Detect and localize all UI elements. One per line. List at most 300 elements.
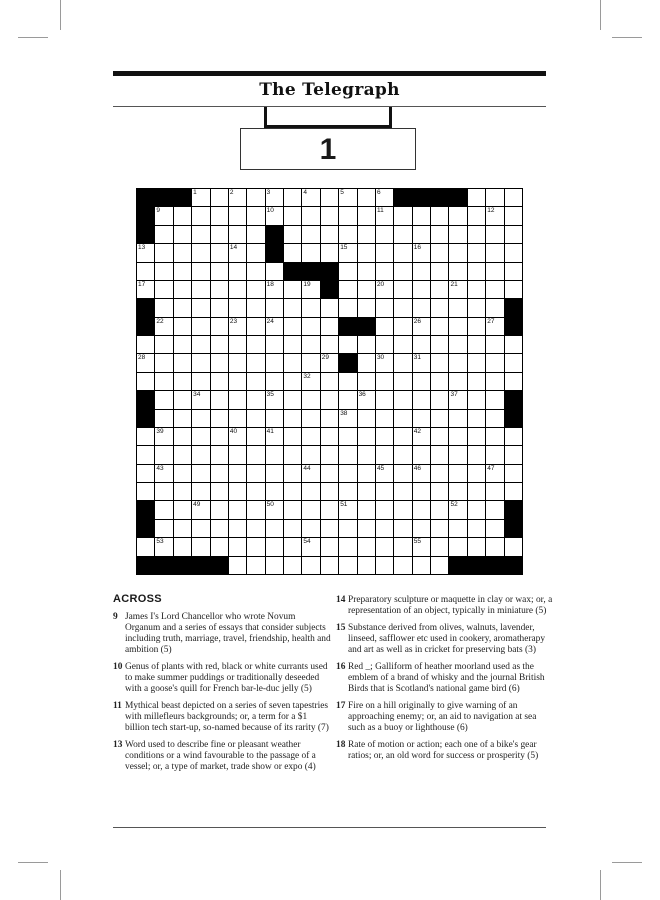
grid-cell[interactable] [247,446,264,463]
grid-cell[interactable] [376,189,393,206]
grid-cell[interactable] [358,244,375,261]
grid-cell[interactable] [266,557,283,574]
grid-cell[interactable] [505,373,522,390]
grid-cell[interactable] [137,465,154,482]
grid-cell[interactable] [284,318,301,335]
grid-cell[interactable] [449,207,466,224]
grid-cell[interactable] [284,354,301,371]
grid-cell[interactable] [505,465,522,482]
grid-cell[interactable] [486,446,503,463]
grid-cell[interactable] [247,299,264,316]
grid-cell[interactable] [302,501,319,518]
grid-cell[interactable] [155,318,172,335]
grid-cell[interactable] [192,299,209,316]
grid-cell[interactable] [394,354,411,371]
grid-cell[interactable] [431,354,448,371]
grid-cell[interactable] [394,557,411,574]
grid-cell[interactable] [211,189,228,206]
grid-cell[interactable] [302,336,319,353]
grid-cell[interactable] [174,318,191,335]
grid-cell[interactable] [413,299,430,316]
grid-cell[interactable] [486,336,503,353]
grid-cell[interactable] [211,428,228,445]
grid-cell[interactable] [174,336,191,353]
grid-cell[interactable] [321,465,338,482]
grid-cell[interactable] [137,373,154,390]
grid-cell[interactable] [431,299,448,316]
grid-cell[interactable] [155,428,172,445]
grid-cell[interactable] [229,428,246,445]
grid-cell[interactable] [266,483,283,500]
grid-cell[interactable] [211,483,228,500]
grid-cell[interactable] [468,281,485,298]
grid-cell[interactable] [505,281,522,298]
grid-cell[interactable] [174,226,191,243]
grid-cell[interactable] [376,520,393,537]
grid-cell[interactable] [431,263,448,280]
grid-cell[interactable] [321,557,338,574]
grid-cell[interactable] [321,428,338,445]
grid-cell[interactable] [229,226,246,243]
grid-cell[interactable] [247,244,264,261]
grid-cell[interactable] [211,244,228,261]
grid-cell[interactable] [431,226,448,243]
grid-cell[interactable] [486,538,503,555]
grid-cell[interactable] [358,483,375,500]
grid-cell[interactable] [339,244,356,261]
grid-cell[interactable] [192,446,209,463]
grid-cell[interactable] [449,336,466,353]
grid-cell[interactable] [358,428,375,445]
grid-cell[interactable] [505,207,522,224]
grid-cell[interactable] [321,373,338,390]
grid-cell[interactable] [394,207,411,224]
grid-cell[interactable] [431,483,448,500]
grid-cell[interactable] [468,318,485,335]
grid-cell[interactable] [155,207,172,224]
grid-cell[interactable] [155,391,172,408]
grid-cell[interactable] [247,428,264,445]
grid-cell[interactable] [229,373,246,390]
grid-cell[interactable] [174,501,191,518]
grid-cell[interactable] [339,446,356,463]
grid-cell[interactable] [358,189,375,206]
grid-cell[interactable] [284,465,301,482]
grid-cell[interactable] [413,446,430,463]
grid-cell[interactable] [431,465,448,482]
grid-cell[interactable] [137,538,154,555]
grid-cell[interactable] [284,207,301,224]
grid-cell[interactable] [431,410,448,427]
grid-cell[interactable] [394,391,411,408]
grid-cell[interactable] [155,354,172,371]
grid-cell[interactable] [321,501,338,518]
grid-cell[interactable] [339,391,356,408]
grid-cell[interactable] [376,428,393,445]
grid-cell[interactable] [394,318,411,335]
grid-cell[interactable] [339,226,356,243]
grid-cell[interactable] [247,373,264,390]
grid-cell[interactable] [211,336,228,353]
grid-cell[interactable] [468,483,485,500]
grid-cell[interactable] [486,207,503,224]
grid-cell[interactable] [486,263,503,280]
grid-cell[interactable] [229,281,246,298]
grid-cell[interactable] [339,465,356,482]
grid-cell[interactable] [505,336,522,353]
grid-cell[interactable] [266,263,283,280]
grid-cell[interactable] [155,465,172,482]
grid-cell[interactable] [358,263,375,280]
grid-cell[interactable] [449,263,466,280]
grid-cell[interactable] [247,226,264,243]
grid-cell[interactable] [284,336,301,353]
grid-cell[interactable] [192,520,209,537]
grid-cell[interactable] [321,520,338,537]
grid-cell[interactable] [284,299,301,316]
grid-cell[interactable] [302,354,319,371]
grid-cell[interactable] [358,520,375,537]
grid-cell[interactable] [339,207,356,224]
grid-cell[interactable] [192,410,209,427]
grid-cell[interactable] [211,354,228,371]
grid-cell[interactable] [376,410,393,427]
grid-cell[interactable] [247,189,264,206]
grid-cell[interactable] [394,446,411,463]
grid-cell[interactable] [321,207,338,224]
grid-cell[interactable] [266,465,283,482]
grid-cell[interactable] [413,391,430,408]
grid-cell[interactable] [174,281,191,298]
grid-cell[interactable] [394,373,411,390]
grid-cell[interactable] [302,391,319,408]
grid-cell[interactable] [174,263,191,280]
grid-cell[interactable] [449,483,466,500]
grid-cell[interactable] [266,281,283,298]
grid-cell[interactable] [339,189,356,206]
grid-cell[interactable] [413,501,430,518]
grid-cell[interactable] [229,336,246,353]
grid-cell[interactable] [431,557,448,574]
grid-cell[interactable] [247,281,264,298]
grid-cell[interactable] [211,520,228,537]
grid-cell[interactable] [468,263,485,280]
grid-cell[interactable] [155,263,172,280]
grid-cell[interactable] [229,189,246,206]
grid-cell[interactable] [192,207,209,224]
grid-cell[interactable] [394,281,411,298]
grid-cell[interactable] [505,189,522,206]
grid-cell[interactable] [302,373,319,390]
grid-cell[interactable] [358,281,375,298]
grid-cell[interactable] [431,391,448,408]
grid-cell[interactable] [137,446,154,463]
grid-cell[interactable] [155,538,172,555]
grid-cell[interactable] [413,538,430,555]
grid-cell[interactable] [505,263,522,280]
grid-cell[interactable] [339,299,356,316]
grid-cell[interactable] [376,446,393,463]
grid-cell[interactable] [468,336,485,353]
grid-cell[interactable] [284,428,301,445]
grid-cell[interactable] [174,207,191,224]
grid-cell[interactable] [394,410,411,427]
grid-cell[interactable] [358,465,375,482]
grid-cell[interactable] [376,538,393,555]
grid-cell[interactable] [211,207,228,224]
grid-cell[interactable] [413,207,430,224]
grid-cell[interactable] [394,336,411,353]
grid-cell[interactable] [266,207,283,224]
grid-cell[interactable] [376,281,393,298]
grid-cell[interactable] [413,557,430,574]
grid-cell[interactable] [302,244,319,261]
grid-cell[interactable] [247,354,264,371]
grid-cell[interactable] [302,465,319,482]
grid-cell[interactable] [192,226,209,243]
grid-cell[interactable] [302,226,319,243]
grid-cell[interactable] [394,483,411,500]
grid-cell[interactable] [413,263,430,280]
grid-cell[interactable] [321,391,338,408]
grid-cell[interactable] [284,501,301,518]
grid-cell[interactable] [321,299,338,316]
grid-cell[interactable] [358,410,375,427]
grid-cell[interactable] [284,189,301,206]
grid-cell[interactable] [321,410,338,427]
grid-cell[interactable] [155,299,172,316]
grid-cell[interactable] [376,373,393,390]
grid-cell[interactable] [449,318,466,335]
grid-cell[interactable] [339,373,356,390]
grid-cell[interactable] [192,501,209,518]
grid-cell[interactable] [486,465,503,482]
grid-cell[interactable] [174,446,191,463]
grid-cell[interactable] [266,520,283,537]
grid-cell[interactable] [431,501,448,518]
grid-cell[interactable] [192,391,209,408]
grid-cell[interactable] [413,373,430,390]
grid-cell[interactable] [284,538,301,555]
grid-cell[interactable] [486,391,503,408]
grid-cell[interactable] [247,483,264,500]
grid-cell[interactable] [413,336,430,353]
grid-cell[interactable] [266,299,283,316]
grid-cell[interactable] [229,354,246,371]
grid-cell[interactable] [192,428,209,445]
grid-cell[interactable] [486,354,503,371]
grid-cell[interactable] [505,483,522,500]
grid-cell[interactable] [358,207,375,224]
grid-cell[interactable] [174,299,191,316]
grid-cell[interactable] [339,410,356,427]
grid-cell[interactable] [229,391,246,408]
grid-cell[interactable] [229,465,246,482]
grid-cell[interactable] [211,410,228,427]
grid-cell[interactable] [431,281,448,298]
grid-cell[interactable] [449,428,466,445]
grid-cell[interactable] [394,520,411,537]
grid-cell[interactable] [505,226,522,243]
grid-cell[interactable] [413,465,430,482]
grid-cell[interactable] [358,501,375,518]
grid-cell[interactable] [449,520,466,537]
grid-cell[interactable] [321,483,338,500]
grid-cell[interactable] [468,465,485,482]
grid-cell[interactable] [376,244,393,261]
grid-cell[interactable] [486,373,503,390]
grid-cell[interactable] [413,226,430,243]
grid-cell[interactable] [339,501,356,518]
grid-cell[interactable] [468,299,485,316]
grid-cell[interactable] [431,336,448,353]
grid-cell[interactable] [468,538,485,555]
grid-cell[interactable] [266,391,283,408]
grid-cell[interactable] [376,557,393,574]
grid-cell[interactable] [431,428,448,445]
grid-cell[interactable] [376,207,393,224]
grid-cell[interactable] [376,263,393,280]
grid-cell[interactable] [211,373,228,390]
grid-cell[interactable] [247,557,264,574]
grid-cell[interactable] [486,318,503,335]
grid-cell[interactable] [155,226,172,243]
grid-cell[interactable] [266,410,283,427]
grid-cell[interactable] [229,410,246,427]
grid-cell[interactable] [155,410,172,427]
grid-cell[interactable] [468,391,485,408]
grid-cell[interactable] [321,336,338,353]
grid-cell[interactable] [376,299,393,316]
grid-cell[interactable] [247,538,264,555]
grid-cell[interactable] [284,244,301,261]
grid-cell[interactable] [192,483,209,500]
grid-cell[interactable] [137,354,154,371]
grid-cell[interactable] [394,263,411,280]
grid-cell[interactable] [321,318,338,335]
grid-cell[interactable] [339,336,356,353]
grid-cell[interactable] [358,299,375,316]
grid-cell[interactable] [449,299,466,316]
grid-cell[interactable] [431,207,448,224]
grid-cell[interactable] [302,207,319,224]
grid-cell[interactable] [284,281,301,298]
grid-cell[interactable] [211,446,228,463]
grid-cell[interactable] [229,318,246,335]
grid-cell[interactable] [155,244,172,261]
grid-cell[interactable] [394,465,411,482]
grid-cell[interactable] [266,354,283,371]
grid-cell[interactable] [394,299,411,316]
grid-cell[interactable] [192,465,209,482]
grid-cell[interactable] [505,428,522,445]
grid-cell[interactable] [284,373,301,390]
grid-cell[interactable] [376,501,393,518]
grid-cell[interactable] [174,354,191,371]
grid-cell[interactable] [302,299,319,316]
grid-cell[interactable] [339,520,356,537]
grid-cell[interactable] [247,207,264,224]
grid-cell[interactable] [449,226,466,243]
grid-cell[interactable] [155,373,172,390]
crossword-grid[interactable] [136,188,523,575]
grid-cell[interactable] [468,226,485,243]
grid-cell[interactable] [284,446,301,463]
grid-cell[interactable] [247,391,264,408]
grid-cell[interactable] [192,263,209,280]
grid-cell[interactable] [211,263,228,280]
grid-cell[interactable] [339,428,356,445]
grid-cell[interactable] [284,391,301,408]
grid-cell[interactable] [468,428,485,445]
grid-cell[interactable] [486,428,503,445]
grid-cell[interactable] [376,318,393,335]
grid-cell[interactable] [266,336,283,353]
grid-cell[interactable] [229,299,246,316]
grid-cell[interactable] [505,538,522,555]
grid-cell[interactable] [321,446,338,463]
grid-cell[interactable] [247,318,264,335]
grid-cell[interactable] [192,354,209,371]
grid-cell[interactable] [339,483,356,500]
grid-cell[interactable] [413,428,430,445]
grid-cell[interactable] [431,373,448,390]
grid-cell[interactable] [192,244,209,261]
grid-cell[interactable] [211,501,228,518]
grid-cell[interactable] [266,538,283,555]
grid-cell[interactable] [174,410,191,427]
grid-cell[interactable] [302,318,319,335]
grid-cell[interactable] [284,226,301,243]
grid-cell[interactable] [505,446,522,463]
grid-cell[interactable] [449,354,466,371]
grid-cell[interactable] [486,520,503,537]
grid-cell[interactable] [431,520,448,537]
grid-cell[interactable] [431,446,448,463]
grid-cell[interactable] [449,446,466,463]
grid-cell[interactable] [413,354,430,371]
grid-cell[interactable] [302,189,319,206]
grid-cell[interactable] [358,373,375,390]
grid-cell[interactable] [376,465,393,482]
grid-cell[interactable] [358,391,375,408]
grid-cell[interactable] [339,263,356,280]
grid-cell[interactable] [284,557,301,574]
grid-cell[interactable] [468,354,485,371]
grid-cell[interactable] [302,557,319,574]
grid-cell[interactable] [321,354,338,371]
grid-cell[interactable] [155,281,172,298]
grid-cell[interactable] [505,354,522,371]
grid-cell[interactable] [358,446,375,463]
grid-cell[interactable] [413,483,430,500]
grid-cell[interactable] [468,189,485,206]
grid-cell[interactable] [137,281,154,298]
grid-cell[interactable] [468,244,485,261]
grid-cell[interactable] [229,446,246,463]
grid-cell[interactable] [155,520,172,537]
grid-cell[interactable] [229,538,246,555]
grid-cell[interactable] [486,281,503,298]
grid-cell[interactable] [394,244,411,261]
grid-cell[interactable] [486,410,503,427]
grid-cell[interactable] [266,318,283,335]
grid-cell[interactable] [449,244,466,261]
grid-cell[interactable] [247,501,264,518]
grid-cell[interactable] [174,465,191,482]
grid-cell[interactable] [211,299,228,316]
grid-cell[interactable] [449,501,466,518]
